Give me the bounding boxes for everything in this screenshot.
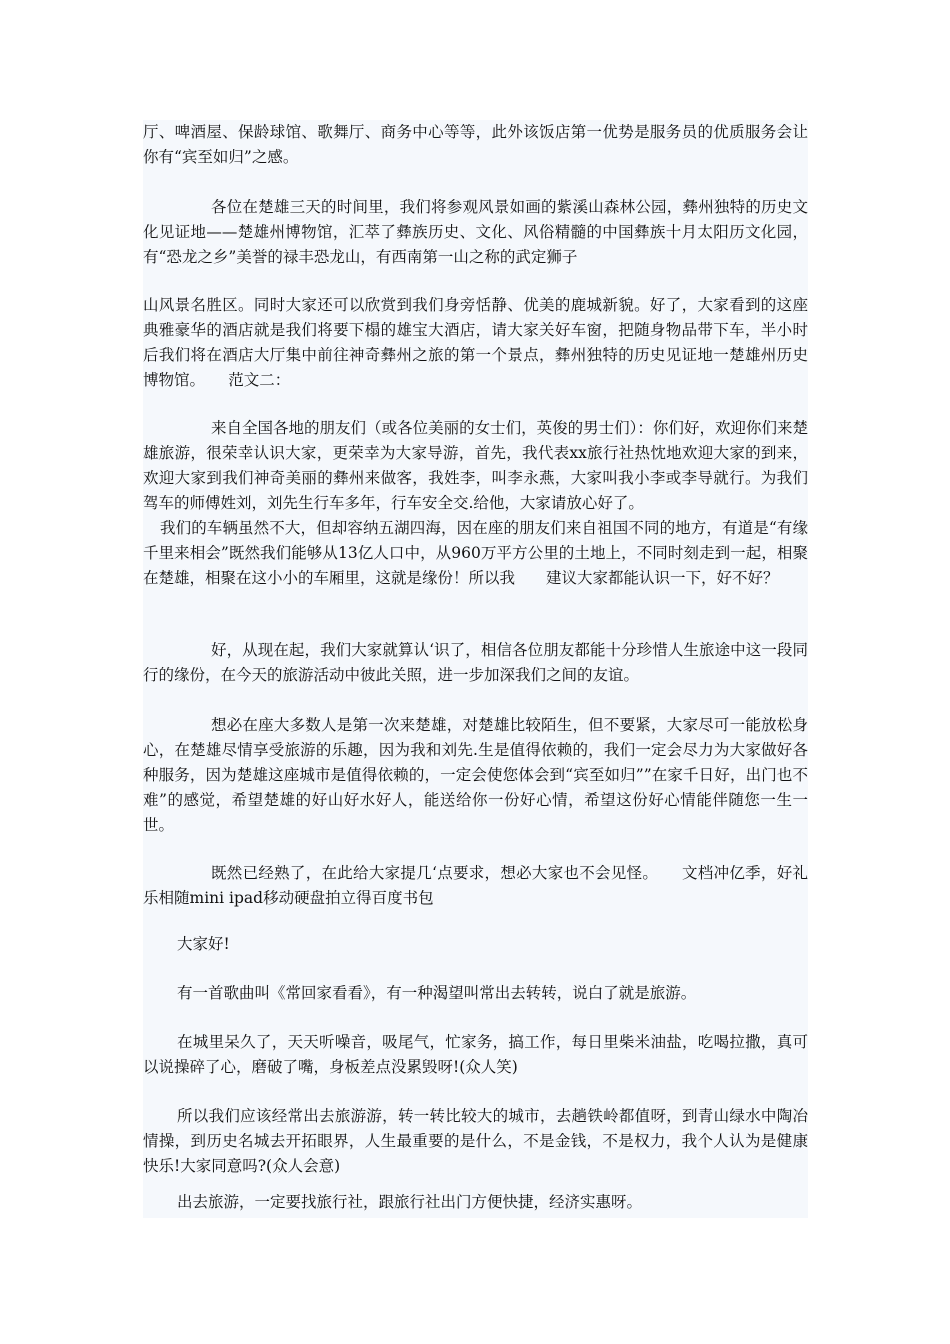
paragraph-5: 我们的车辆虽然不大，但却容纳五湖四海，因在座的朋友们来自祖国不同的地方，有道是“有缘千里来相会”既然我们能够从13亿人口中，从960万平方公里的土地上，不同时刻走到一起，相聚在楚雄，相聚在这小小的车厢里，这就是缘份！所以我 建议大家都能认识一下，好不好？ — [143, 519, 808, 587]
paragraph-3: 山风景名胜区。同时大家还可以欣赏到我们身旁恬静、优美的鹿城新貌。好了，大家看到的这座典雅豪华的酒店就是我们将要下榻的雄宝大酒店，请大家关好车窗，把随身物品带下车，半小时后我们将在酒店大厅集中前往神奇彝州之旅的第一个景点，彝州独特的历史见证地一楚雄州历史博物馆。 范文二： — [143, 296, 808, 389]
paragraph-11: 在城里呆久了，天天听噪音，吸尾气，忙家务，搞工作，每日里柴米油盐，吃喝拉撒，真可以说操碎了心，磨破了嘴，身板差点没累毁呀!(众人笑) — [143, 1033, 808, 1076]
paragraph-12: 所以我们应该经常出去旅游游，转一转比较大的城市，去趟铁岭都值呀，到青山绿水中陶冶情操，到历史名城去开拓眼界，人生最重要的是什么，不是金钱，不是权力，我个人认为是健康快乐!大家同意吗?(众人会意) — [143, 1107, 808, 1175]
paragraph-4: 来自全国各地的朋友们（或各位美丽的女士们，英俊的男士们）：你们好，欢迎你们来楚雄旅游，很荣幸认识大家，更荣幸为大家导游，首先，我代表xx旅行社热忱地欢迎大家的到来，欢迎大家到我们神奇美丽的彝州来做客，我姓李，叫李永燕，大家叫我小李或李导就行。为我们驾车的师傅姓刘，刘先生行车多年，行车安全交.给他，大家请放心好了。 — [143, 419, 808, 512]
paragraph-10: 有一首歌曲叫《常回家看看》，有一种渴望叫常出去转转，说白了就是旅游。 — [177, 984, 697, 1002]
paragraph-6: 好，从现在起，我们大家就算认‘识了，相信各位朋友都能十分珍惜人生旅途中这一段同行的缘份，在今天的旅游活动中彼此关照，进一步加深我们之间的友谊。 — [143, 641, 808, 684]
paragraph-2: 各位在楚雄三天的时间里，我们将参观风景如画的紫溪山森林公园，彝州独特的历史文化见证地——楚雄州博物馆，汇萃了彝族历史、文化、风俗精髓的中国彝族十月太阳历文化园，有“恐龙之乡”美誉的禄丰恐龙山，有西南第一山之称的武定狮子 — [143, 198, 808, 266]
paragraph-1: 厅、啤酒屋、保龄球馆、歌舞厅、商务中心等等，此外该饭店第一优势是服务员的优质服务会让你有“宾至如归”之感。 — [143, 123, 808, 166]
paragraph-8: 既然已经熟了，在此给大家提几‘点要求，想必大家也不会见怪。 文档冲亿季，好礼乐相随mini ipad移动硬盘拍立得百度书包 — [143, 864, 808, 907]
document-body — [143, 120, 808, 1218]
paragraph-9: 大家好! — [177, 935, 230, 953]
paragraph-7: 想必在座大多数人是第一次来楚雄，对楚雄比较陌生，但不要紧，大家尽可一能放松身心，在楚雄尽情享受旅游的乐趣，因为我和刘先.生是值得依赖的，我们一定会尽力为大家做好各种服务，因为楚雄这座城市是值得依赖的，一定会使您体会到“宾至如归””在家千日好，出门也不难”的感觉，希望楚雄的好山好水好人，能送给你一份好心情，希望这份好心情能伴随您一生一世。 — [143, 716, 808, 834]
paragraph-13: 出去旅游，一定要找旅行社，跟旅行社出门方便快捷，经济实惠呀。 — [177, 1193, 643, 1211]
